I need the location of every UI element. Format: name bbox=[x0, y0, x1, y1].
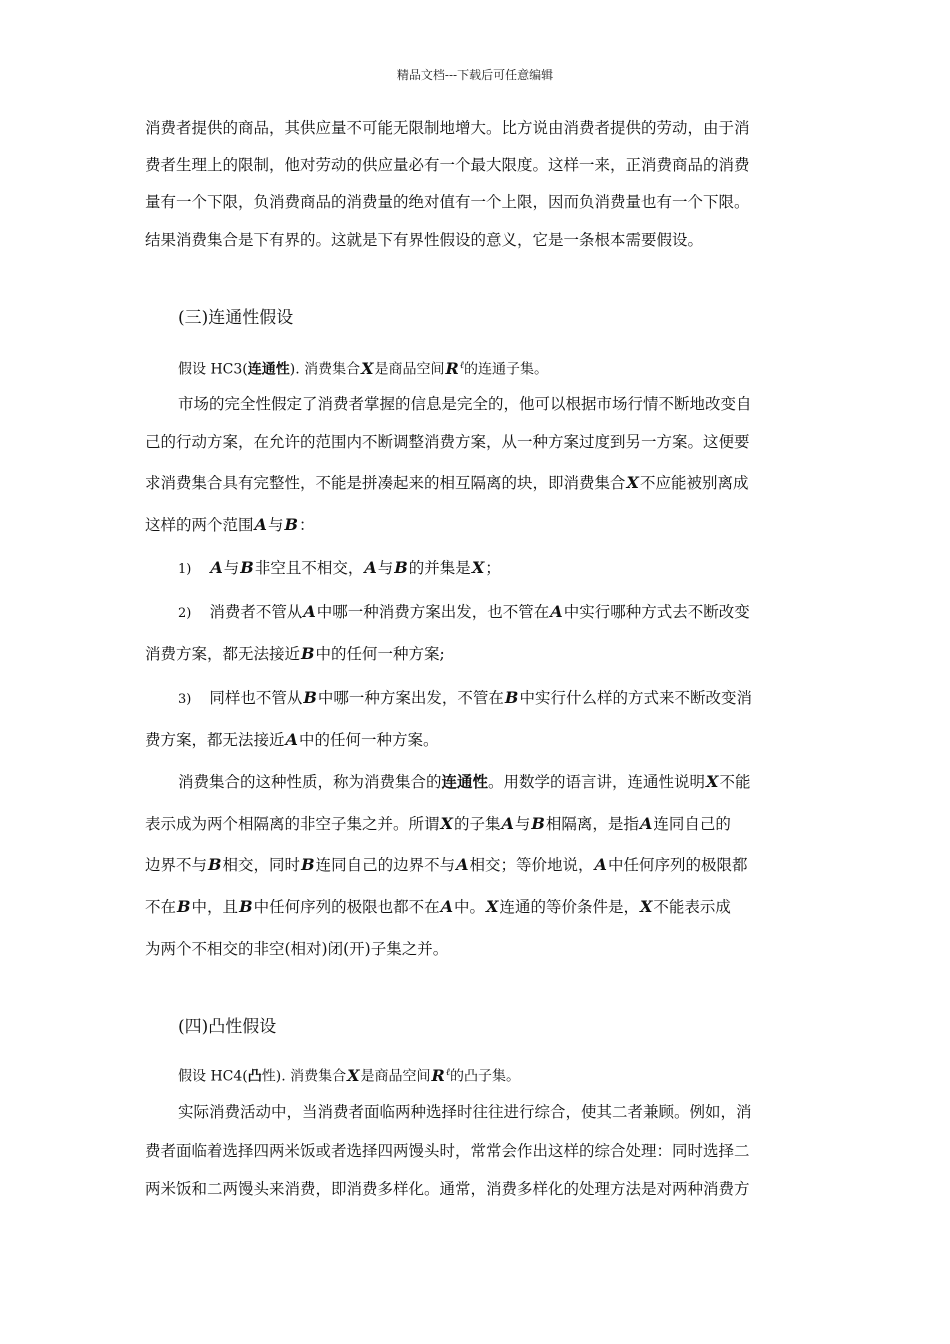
para1-line4: 结果消费集合是下有界的。这就是下有界性假设的意义，它是一条根本需要假设。 bbox=[145, 231, 704, 249]
hypothesis-hc3: 假设 HC3(连通性). 消费集合X是商品空间$R^\ell$的连通子集。 bbox=[178, 358, 549, 378]
para3-line3: 边界不与B相交，同时B连同自己的边界不与A相交；等价地说，A中任何序列的极限都 bbox=[145, 855, 748, 874]
list-item-2-line2: 消费方案，都无法接近B中的任何一种方案; bbox=[145, 644, 445, 663]
para4-line1: 实际消费活动中，当消费者面临两种选择时往往进行综合，使其二者兼顾。例如，消 bbox=[178, 1103, 752, 1121]
list-item-3: 3) 同样也不管从B中哪一种方案出发，不管在B中实行什么样的方式来不断改变消 bbox=[178, 688, 752, 707]
para2-line3: 求消费集合具有完整性，不能是拼凑起来的相互隔离的块，即消费集合X不应能被别离成 bbox=[145, 473, 749, 492]
para3-line1: 消费集合的这种性质，称为消费集合的连通性。用数学的语言讲，连通性说明X不能 bbox=[178, 772, 751, 791]
para1-line2: 费者生理上的限制，他对劳动的供应量必有一个最大限度。这样一来，正消费商品的消费 bbox=[145, 156, 750, 174]
para3-line4: 不在B中，且B中任何序列的极限也都不在A中。X连通的等价条件是，X不能表示成 bbox=[145, 897, 731, 916]
list-item-1: 1) A与B非空且不相交，A与B的并集是X； bbox=[178, 558, 501, 577]
para2-line4: 这样的两个范围A与B： bbox=[145, 515, 315, 534]
para3-line2: 表示成为两个相隔离的非空子集之并。所谓X的子集A与B相隔离，是指A连同自己的 bbox=[145, 814, 731, 833]
para2-line2: 己的行动方案，在允许的范围内不断调整消费方案，从一种方案过度到另一方案。这便要 bbox=[145, 433, 750, 451]
section-3-heading: (三)连通性假设 bbox=[178, 308, 294, 328]
para3-line5: 为两个不相交的非空(相对)闭(开)子集之并。 bbox=[145, 940, 449, 958]
para1-line1: 消费者提供的商品，其供应量不可能无限制地增大。比方说由消费者提供的劳动，由于消 bbox=[145, 119, 750, 137]
page-header: 精品文档---下载后可任意编辑 bbox=[396, 68, 554, 82]
para2-line1: 市场的完全性假定了消费者掌握的信息是完全的，他可以根据市场行情不断地改变自 bbox=[178, 395, 752, 413]
list-item-3-line2: 费方案，都无法接近A中的任何一种方案。 bbox=[145, 730, 439, 749]
list-item-2: 2) 消费者不管从A中哪一种消费方案出发，也不管在A中实行哪种方式去不断改变 bbox=[178, 602, 750, 621]
para4-line2: 费者面临着选择四两米饭或者选择四两馒头时，常常会作出这样的综合处理：同时选择二 bbox=[145, 1142, 750, 1160]
para1-line3: 量有一个下限，负消费商品的消费量的绝对值有一个上限，因而负消费量也有一个下限。 bbox=[145, 193, 750, 211]
hypothesis-hc4: 假设 HC4(凸性). 消费集合X是商品空间$R^\ell$的凸子集。 bbox=[178, 1065, 521, 1085]
section-4-heading: (四)凸性假设 bbox=[178, 1017, 277, 1037]
para4-line3: 两米饭和二两馒头来消费，即消费多样化。通常，消费多样化的处理方法是对两种消费方 bbox=[145, 1180, 750, 1198]
